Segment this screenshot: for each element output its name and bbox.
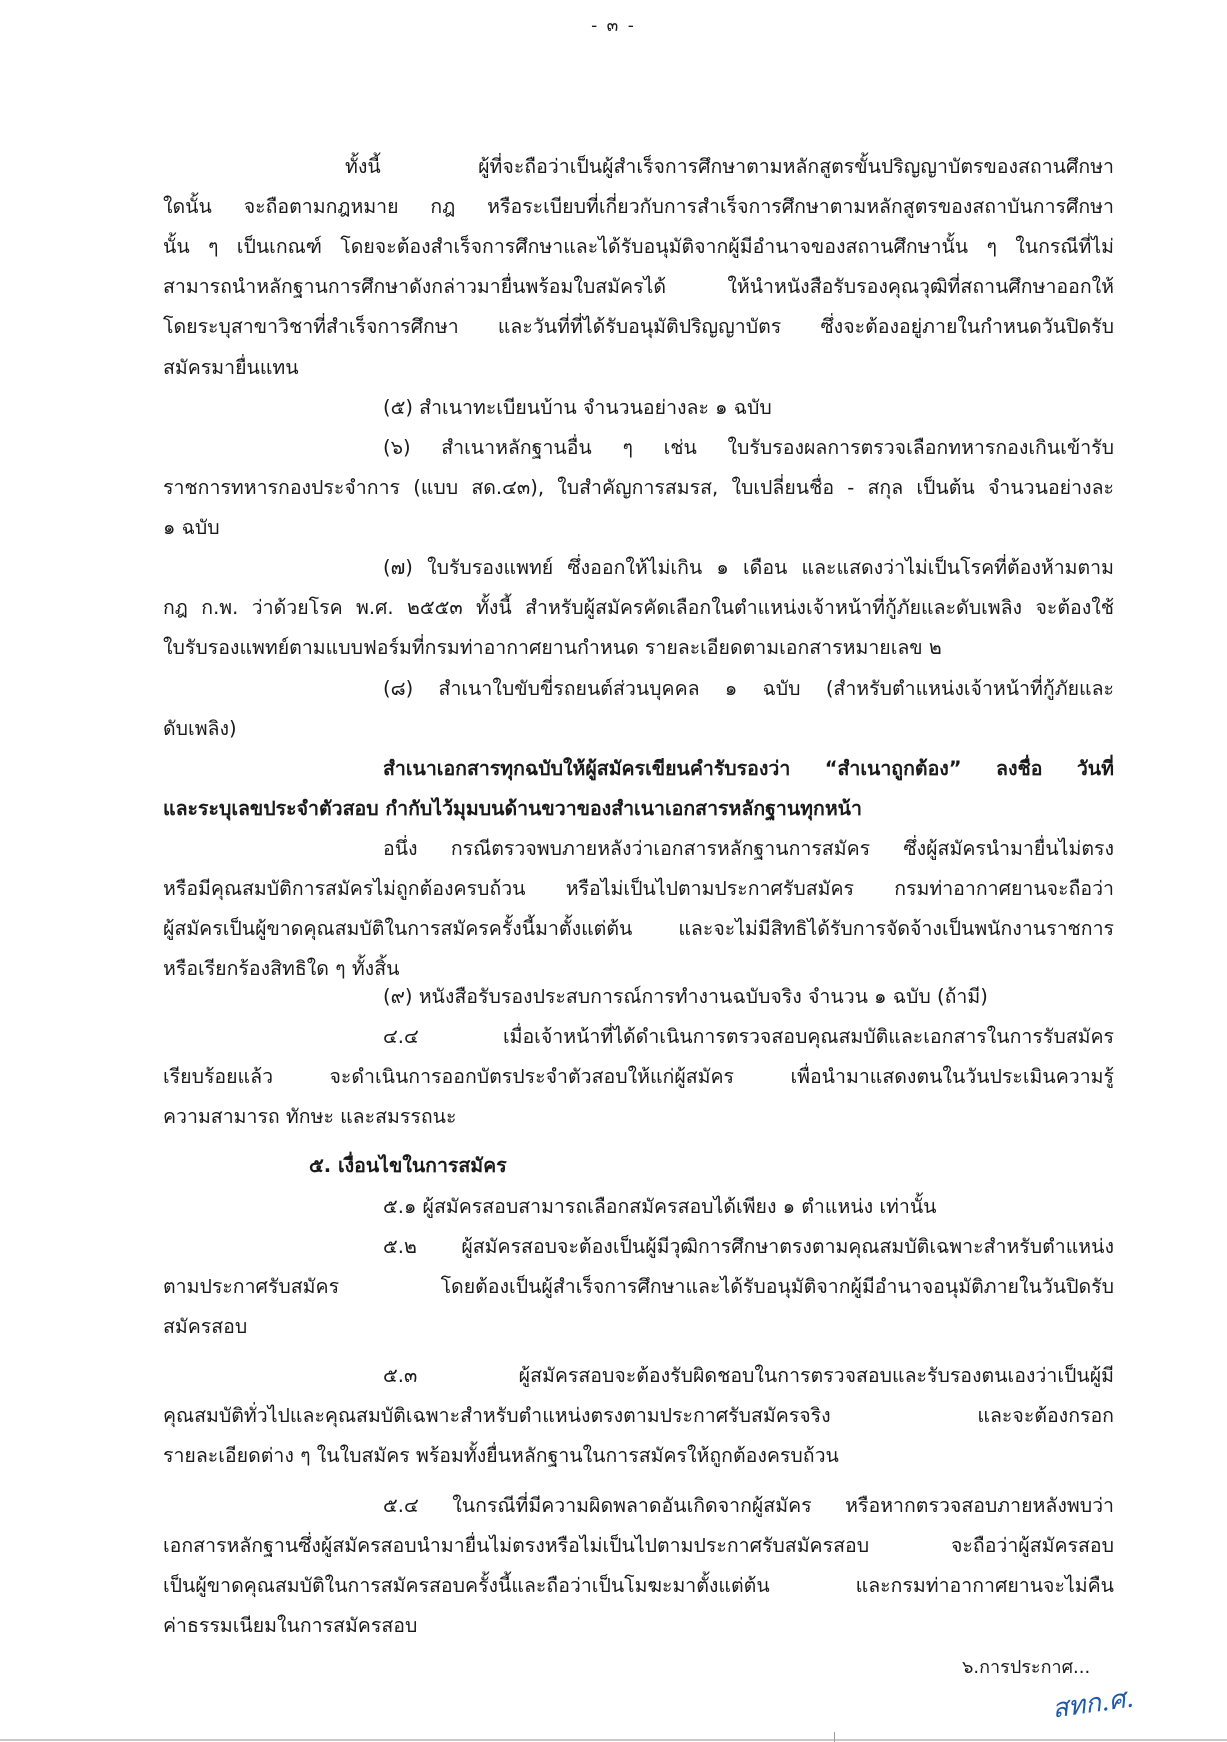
paragraph-line: ๔.๔ เมื่อเจ้าหน้าที่ได้ดำเนินการตรวจสอบคุณสมบัติและเอกสารในการรับสมัคร (383, 1025, 1114, 1048)
bold-paragraph-line: สำเนาเอกสารทุกฉบับให้ผู้สมัครเขียนคำรับรองว่า “สำเนาถูกต้อง” ลงชื่อ วันที่ (383, 757, 1114, 780)
bold-paragraph-line: และระบุเลขประจำตัวสอบ กำกับไว้มุมบนด้านขวาของสำเนาเอกสารหลักฐานทุกหน้า (163, 797, 862, 820)
paragraph-line: ดับเพลิง) (163, 717, 237, 740)
paragraph-line: ตามประกาศรับสมัคร โดยต้องเป็นผู้สำเร็จการศึกษาและได้รับอนุมัติจากผู้มีอำนาจอนุมัติภายในวันปิดรับ (163, 1275, 1114, 1298)
paragraph-line: ๕.๓ ผู้สมัครสอบจะต้องรับผิดชอบในการตรวจสอบและรับรองตนเองว่าเป็นผู้มี (383, 1364, 1114, 1387)
paragraph-line: เรียบร้อยแล้ว จะดำเนินการออกบัตรประจำตัวสอบให้แก่ผู้สมัคร เพื่อนำมาแสดงตนในวันประเมินความรู้ (163, 1065, 1114, 1088)
paragraph-line: โดยระบุสาขาวิชาที่สำเร็จการศึกษา และวันที่ที่ได้รับอนุมัติปริญญาบัตร ซึ่งจะต้องอยู่ภายในกำหนดวันปิดรับ (163, 315, 1114, 338)
paragraph-line: คุณสมบัติทั่วไปและคุณสมบัติเฉพาะสำหรับตำแหน่งตรงตามประกาศรับสมัครจริง และจะต้องกรอก (163, 1404, 1114, 1427)
bold-paragraph-line: ๕. เงื่อนไขในการสมัคร (309, 1154, 507, 1177)
paragraph-line: (๗) ใบรับรองแพทย์ ซึ่งออกให้ไม่เกิน ๑ เดือน และแสดงว่าไม่เป็นโรคที่ต้องห้ามตาม (383, 556, 1114, 579)
paragraph-line: (๙) หนังสือรับรองประสบการณ์การทำงานฉบับจริง จำนวน ๑ ฉบับ (ถ้ามี) (383, 985, 988, 1008)
bottom-divider (0, 1739, 1227, 1741)
paragraph-line: สมัครสอบ (163, 1315, 248, 1338)
paragraph-line: ความสามารถ ทักษะ และสมรรถนะ (163, 1105, 457, 1128)
paragraph-line: ค่าธรรมเนียมในการสมัครสอบ (163, 1614, 418, 1637)
paragraph-line: เอกสารหลักฐานซึ่งผู้สมัครสอบนำมายื่นไม่ตรงหรือไม่เป็นไปตามประกาศรับสมัครสอบ จะถือว่าผู้สมัครสอบ (163, 1534, 1114, 1557)
paragraph-line: ๕.๑ ผู้สมัครสอบสามารถเลือกสมัครสอบได้เพียง ๑ ตำแหน่ง เท่านั้น (383, 1195, 937, 1218)
paragraph-line: ทั้งนี้ ผู้ที่จะถือว่าเป็นผู้สำเร็จการศึกษาตามหลักสูตรขั้นปริญญาบัตรของสถานศึกษา (345, 155, 1114, 178)
paragraph-line: ใบรับรองแพทย์ตามแบบฟอร์มที่กรมท่าอากาศยานกำหนด รายละเอียดตามเอกสารหมายเลข ๒ (163, 636, 942, 659)
paragraph-line: (๕) สำเนาทะเบียนบ้าน จำนวนอย่างละ ๑ ฉบับ (383, 396, 772, 419)
paragraph-line: หรือมีคุณสมบัติการสมัครไม่ถูกต้องครบถ้วน หรือไม่เป็นไปตามประกาศรับสมัคร กรมท่าอากาศยานจะถือว่า (163, 877, 1114, 900)
paragraph-line: สมัครมายื่นแทน (163, 356, 299, 379)
scan-mark (834, 1732, 835, 1742)
paragraph-line: ๕.๒ ผู้สมัครสอบจะต้องเป็นผู้มีวุฒิการศึกษาตรงตามคุณสมบัติเฉพาะสำหรับตำแหน่ง (383, 1235, 1114, 1258)
paragraph-line: ๕.๔ ในกรณีที่มีความผิดพลาดอันเกิดจากผู้สมัคร หรือหากตรวจสอบภายหลังพบว่า (383, 1494, 1114, 1517)
initials-signature: สทก.ศ. (1050, 1683, 1136, 1725)
page-number: - ๓ - (591, 16, 636, 36)
paragraph-line: ใดนั้น จะถือตามกฎหมาย กฎ หรือระเบียบที่เกี่ยวกับการสำเร็จการศึกษาตามหลักสูตรของสถาบันการศึกษา (163, 195, 1114, 218)
paragraph-line: สามารถนำหลักฐานการศึกษาดังกล่าวมายื่นพร้อมใบสมัครได้ ให้นำหนังสือรับรองคุณวุฒิที่สถานศึกษาออกให้ (163, 275, 1114, 298)
paragraph-line: (๘) สำเนาใบขับขี่รถยนต์ส่วนบุคคล ๑ ฉบับ (สำหรับตำแหน่งเจ้าหน้าที่กู้ภัยและ (383, 677, 1114, 700)
paragraph-line: รายละเอียดต่าง ๆ ในใบสมัคร พร้อมทั้งยื่นหลักฐานในการสมัครให้ถูกต้องครบถ้วน (163, 1444, 839, 1467)
paragraph-line: กฎ ก.พ. ว่าด้วยโรค พ.ศ. ๒๕๕๓ ทั้งนี้ สำหรับผู้สมัครคัดเลือกในตำแหน่งเจ้าหน้าที่กู้ภัยและดับเพลิง จะต้องใช้ (163, 596, 1114, 619)
paragraph-line: ราชการทหารกองประจำการ (แบบ สด.๔๓), ใบสำคัญการสมรส, ใบเปลี่ยนชื่อ - สกุล เป็นต้น จำนวนอย่างละ (163, 476, 1114, 499)
paragraph-line: ๑ ฉบับ (163, 516, 220, 539)
paragraph-line: นั้น ๆ เป็นเกณฑ์ โดยจะต้องสำเร็จการศึกษาและได้รับอนุมัติจากผู้มีอำนาจของสถานศึกษานั้น ๆ ในกรณีที่ไม่ (163, 235, 1114, 258)
paragraph-line: เป็นผู้ขาดคุณสมบัติในการสมัครสอบครั้งนี้และถือว่าเป็นโมฆะมาตั้งแต่ต้น และกรมท่าอากาศยานจะไม่คืน (163, 1574, 1114, 1597)
paragraph-line: ผู้สมัครเป็นผู้ขาดคุณสมบัติในการสมัครครั้งนี้มาตั้งแต่ต้น และจะไม่มีสิทธิได้รับการจัดจ้างเป็นพนักงานราชการ (163, 917, 1114, 940)
paragraph-line: (๖) สำเนาหลักฐานอื่น ๆ เช่น ใบรับรองผลการตรวจเลือกทหารกองเกินเข้ารับ (383, 436, 1114, 459)
paragraph-line: อนึ่ง กรณีตรวจพบภายหลังว่าเอกสารหลักฐานการสมัคร ซึ่งผู้สมัครนำมายื่นไม่ตรง (383, 837, 1114, 860)
paragraph-line: หรือเรียกร้องสิทธิใด ๆ ทั้งสิ้น (163, 957, 400, 980)
continuation-note: ๖.การประกาศ... (962, 1657, 1091, 1678)
